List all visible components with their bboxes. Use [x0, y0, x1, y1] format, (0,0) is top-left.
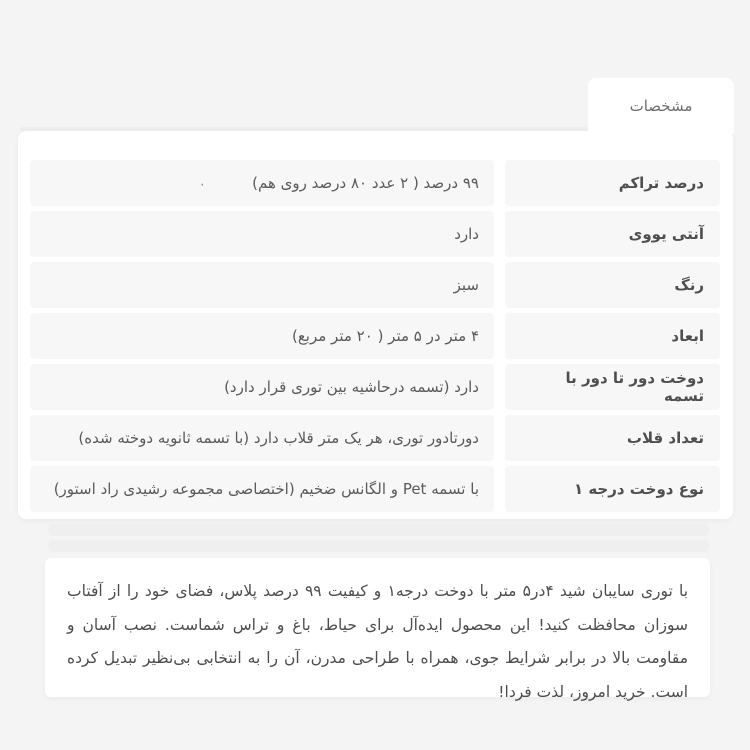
spec-row-dimensions [30, 313, 720, 359]
spec-label-color: رنگ [505, 262, 720, 308]
spec-value-anti-uv: دارد [30, 211, 494, 257]
spec-row-edge-stitching [30, 364, 720, 410]
spec-label-stitch-type: نوع دوخت درجه ۱ [505, 466, 720, 512]
spec-value-dimensions: ۴ متر در ۵ متر ( ۲۰ متر مربع) [30, 313, 494, 359]
spec-label-edge-stitching: دوخت دور تا دور با تسمه [505, 364, 720, 410]
spec-value-edge-stitching: دارد (تسمه درحاشیه بین توری قرار دارد) [30, 364, 494, 410]
spec-row-hook-count [30, 415, 720, 461]
description-card [45, 558, 710, 701]
spec-row-density [30, 160, 720, 206]
description-text: با توری سایبان شید ۴در۵ متر با دوخت درجه۱ و کیفیت ۹۹ درصد پلاس، فضای خود را از آفتاب سوزان محافظت کنید! این محصول ایده‌آل برای حیاط، باغ و تراس شماست. نصب آسان و مقاومت بالا در برابر شرایط جوی، همراه با طراحی مدرن، آن را به انتخابی بی‌نظیر تبدیل کرده است. خرید امروز، لذت فردا! [67, 582, 689, 701]
spec-label-dimensions: ابعاد [505, 313, 720, 359]
tab-specifications-label: مشخصات [629, 97, 693, 115]
divider-band-top [48, 524, 710, 536]
spec-label-anti-uv: آنتی یووی [505, 211, 720, 257]
spec-value-density-text: ۹۹ درصد ( ۲ عدد ۸۰ درصد روی هم) [252, 174, 479, 192]
spec-value-hook-count: دورتادور توری، هر یک متر قلاب دارد (با تسمه ثانویه دوخته شده) [30, 415, 494, 461]
spec-row-anti-uv [30, 211, 720, 257]
divider-band-bottom [48, 540, 710, 552]
spec-value-density-dot: . [200, 173, 205, 190]
spec-value-stitch-type: با تسمه Pet و الگانس ضخیم (اختصاصی مجموعه رشیدی راد استور) [30, 466, 494, 512]
spec-row-color [30, 262, 720, 308]
specifications-card [18, 131, 733, 519]
spec-label-density: درصد تراکم [505, 160, 720, 206]
tab-specifications[interactable] [588, 78, 734, 134]
spec-value-color: سبز [30, 262, 494, 308]
spec-label-hook-count: تعداد قلاب [505, 415, 720, 461]
spec-row-stitch-type [30, 466, 720, 512]
spec-value-density [30, 160, 494, 206]
